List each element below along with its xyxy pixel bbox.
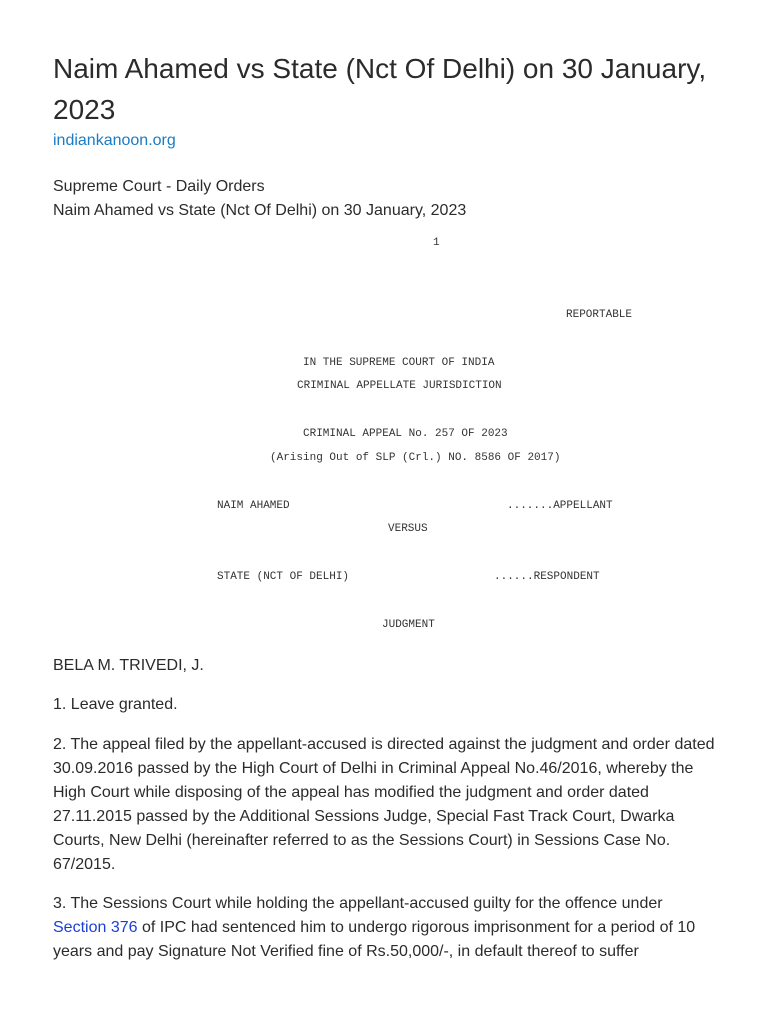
- court-block: [53, 175, 466, 223]
- case-line: Naim Ahamed vs State (Nct Of Delhi) on 30 January, 2023: [53, 202, 467, 219]
- appellant-name: NAIM AHAMED: [217, 500, 290, 512]
- paragraph-3-end: of IPC had sentenced him to undergo rigorous imprisonment for a period of 10 years and pay Signature Not Verified fine of Rs.50,000/-, in default thereof to suffer: [53, 919, 696, 960]
- page-number: 1: [433, 237, 440, 249]
- arising-from: (Arising Out of SLP (Crl.) NO. 8586 OF 2017): [270, 452, 561, 464]
- section-376-link[interactable]: Section 376: [53, 919, 138, 936]
- respondent-name: STATE (NCT OF DELHI): [217, 571, 350, 583]
- paragraph-2: 2. The appeal filed by the appellant-accused is directed against the judgment and order dated 30.09.2016 passed by the High Court of Delhi in Criminal Appeal No.46/2016, whereby the High Court while disposing of the appeal has modified the judgment and order dated 27.11.2015 passed by the Additional Sessions Judge, Special Fast Track Court, Dwarka Courts, New Delhi (hereinafter referred to as the Sessions Court) in Sessions Case No. 67/2015.: [53, 736, 715, 873]
- respondent-role: ......RESPONDENT: [494, 571, 600, 583]
- appellant-role: .......APPELLANT: [507, 500, 613, 512]
- judge-name: BELA M. TRIVEDI, J.: [53, 657, 204, 674]
- paragraph-3: [53, 892, 718, 964]
- court-line: Supreme Court - Daily Orders: [53, 178, 265, 195]
- appeal-number: CRIMINAL APPEAL No. 257 OF 2023: [303, 428, 508, 440]
- court-heading: IN THE SUPREME COURT OF INDIA: [303, 357, 495, 369]
- paragraph-3-start: 3. The Sessions Court while holding the appellant-accused guilty for the offence under: [53, 895, 663, 912]
- page-title: Naim Ahamed vs State (Nct Of Delhi) on 30 January, 2023: [53, 53, 707, 125]
- paragraph-1: 1. Leave granted.: [53, 696, 178, 713]
- versus-label: VERSUS: [388, 523, 428, 535]
- jurisdiction-heading: CRIMINAL APPELLATE JURISDICTION: [297, 380, 502, 392]
- reportable-label: REPORTABLE: [566, 309, 633, 321]
- source-link[interactable]: indiankanoon.org: [53, 132, 176, 149]
- judgment-heading: JUDGMENT: [382, 619, 435, 631]
